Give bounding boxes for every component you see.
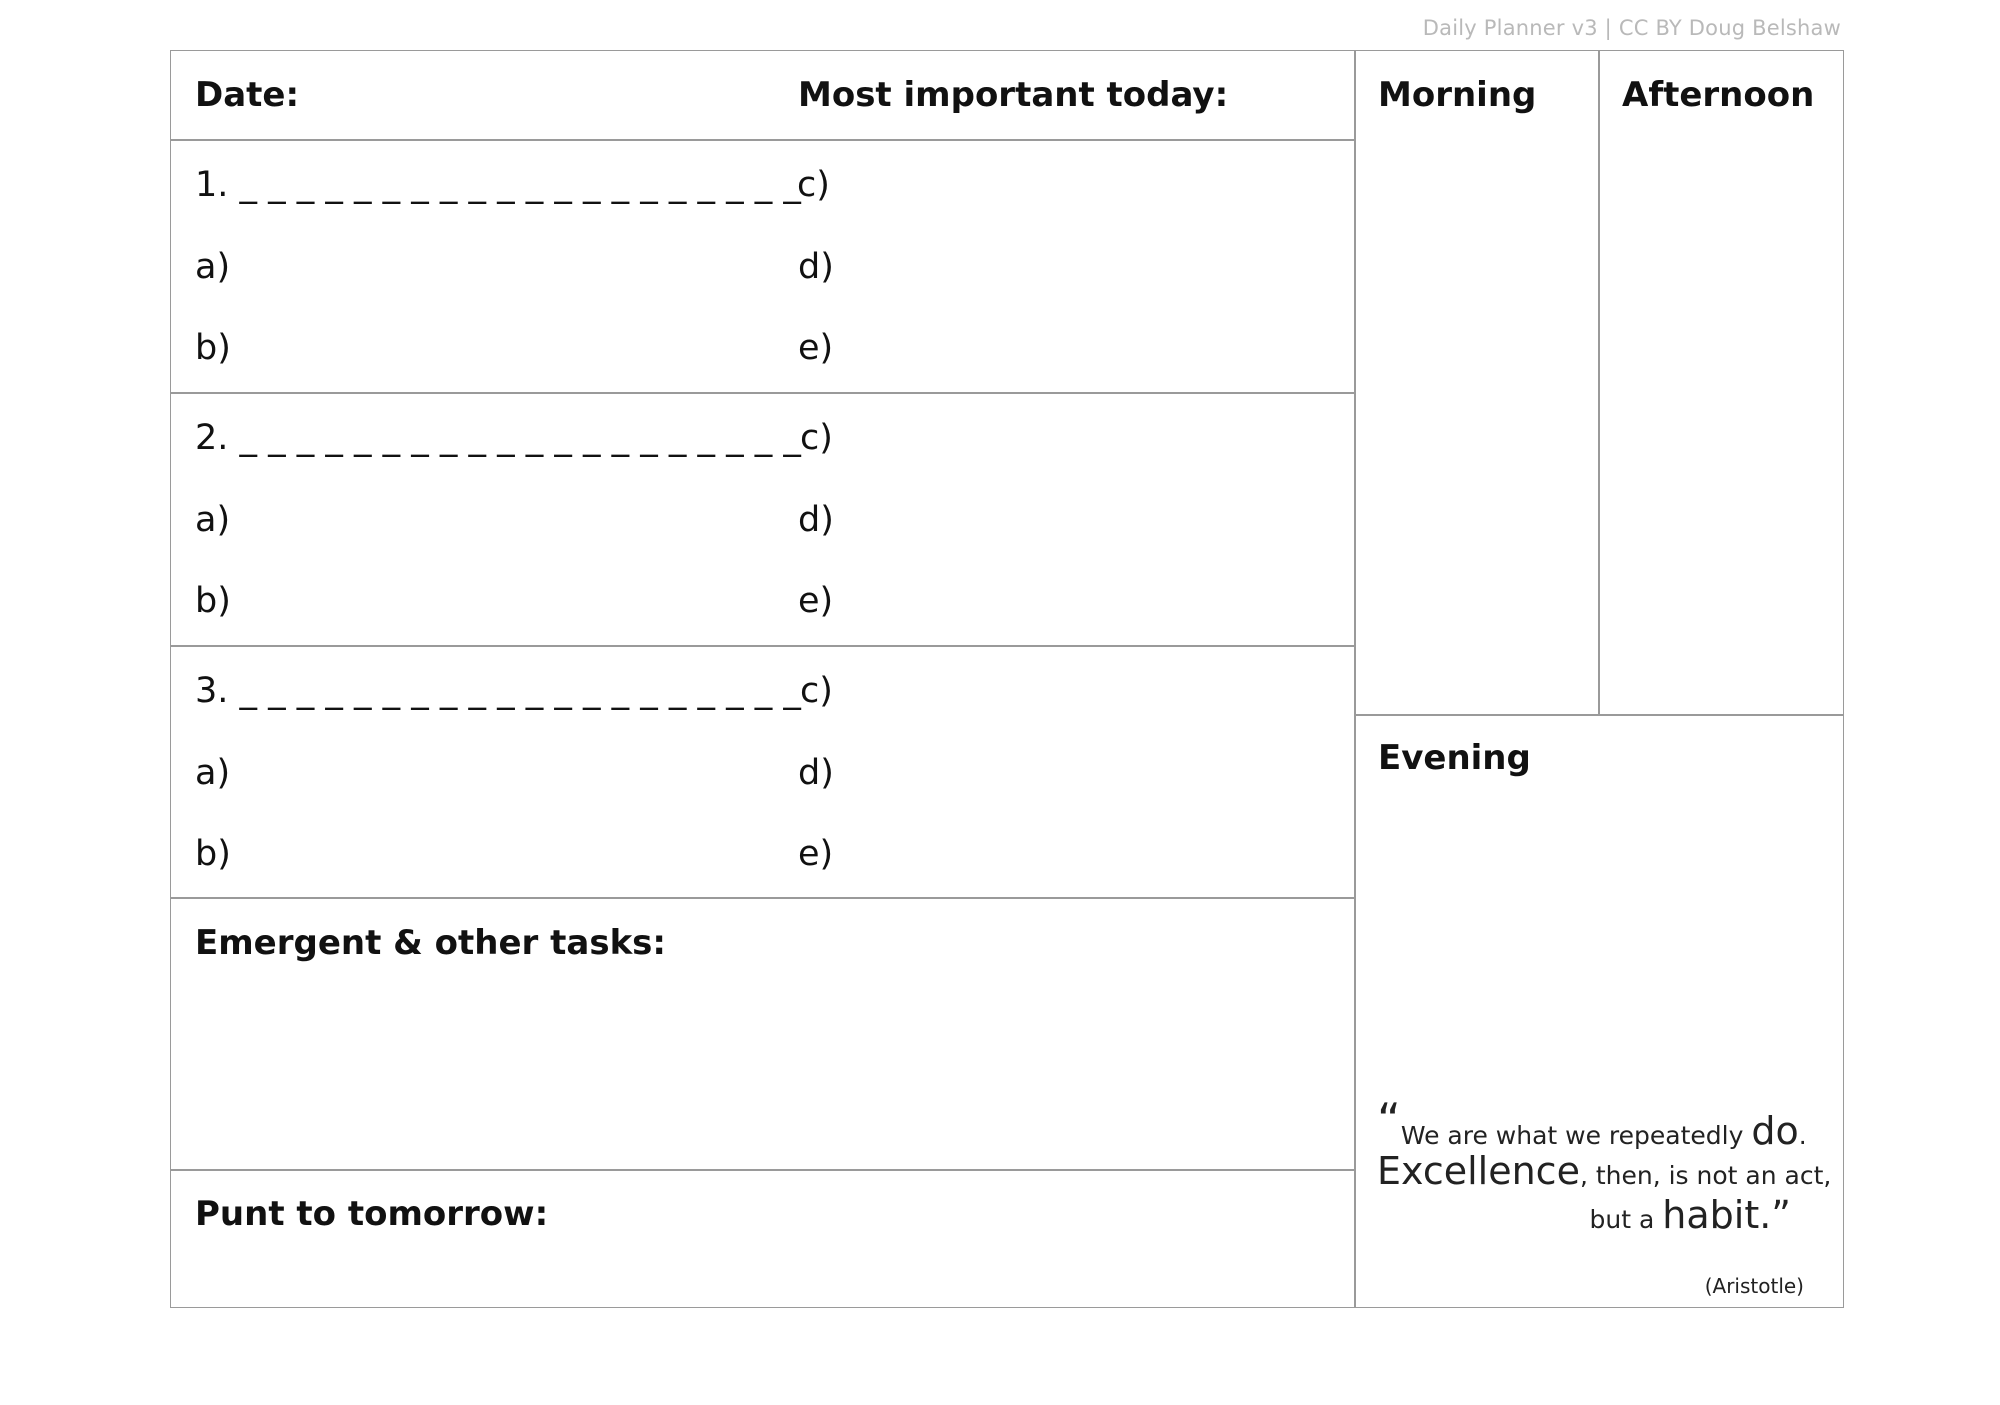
date-label: Date:: [195, 75, 300, 115]
afternoon-label: Afternoon: [1622, 75, 1815, 115]
priority-2-sub-b: b): [195, 581, 231, 621]
priority-3-sub-a: a): [195, 753, 231, 793]
punt-to-tomorrow-label: Punt to tomorrow:: [195, 1194, 549, 1234]
priority-1-sub-b: b): [195, 328, 231, 368]
quote-line-1: [1377, 1093, 1817, 1153]
quote-line-3: [1377, 1193, 1817, 1237]
quote-do: do: [1751, 1109, 1799, 1153]
divider-priority-2: [170, 645, 1355, 647]
priority-2-sub-c: c): [800, 418, 833, 458]
most-important-label: Most important today:: [798, 75, 1229, 115]
divider-header: [170, 139, 1355, 141]
evening-label: Evening: [1378, 738, 1531, 778]
priority-3-sub-d: d): [798, 753, 834, 793]
quote-excellence: Excellence: [1377, 1149, 1580, 1193]
planner-credit: Daily Planner v3 | CC BY Doug Belshaw: [1422, 16, 1841, 40]
divider-left-right: [1354, 50, 1356, 1308]
emergent-tasks-label: Emergent & other tasks:: [195, 923, 667, 963]
priority-3-sub-b: b): [195, 834, 231, 874]
quote-part-2: , then, is not an act,: [1579, 1161, 1832, 1190]
quote-open-mark: “: [1377, 1093, 1401, 1147]
divider-priority-3: [170, 897, 1355, 899]
priority-2-sub-e: e): [798, 581, 834, 621]
morning-label: Morning: [1378, 75, 1537, 115]
aristotle-quote: [1377, 1093, 1832, 1237]
priority-1-sub-c: c): [797, 165, 830, 205]
priority-1-sub-e: e): [798, 328, 834, 368]
priority-2-title: 2. _ _ _ _ _ _ _ _ _ _ _ _ _ _ _ _ _ _ _ _: [195, 418, 801, 458]
priority-3-sub-c: c): [800, 671, 833, 711]
divider-evening: [1354, 714, 1844, 716]
quote-line-2: [1377, 1149, 1832, 1193]
priority-2-sub-d: d): [798, 500, 834, 540]
priority-1-title: 1. _ _ _ _ _ _ _ _ _ _ _ _ _ _ _ _ _ _ _ _: [195, 165, 801, 205]
priority-1-sub-a: a): [195, 247, 231, 287]
priority-3-sub-e: e): [798, 834, 834, 874]
priority-2-sub-a: a): [195, 500, 231, 540]
quote-but-a: but a: [1589, 1205, 1663, 1234]
priority-3-title: 3. _ _ _ _ _ _ _ _ _ _ _ _ _ _ _ _ _ _ _ _: [195, 671, 801, 711]
quote-author: (Aristotle): [1704, 1274, 1804, 1298]
quote-period: .: [1798, 1121, 1807, 1150]
divider-emergent: [170, 1169, 1355, 1171]
quote-part-1: We are what we repeatedly: [1400, 1121, 1752, 1150]
priority-1-sub-d: d): [798, 247, 834, 287]
quote-habit: habit.”: [1662, 1193, 1791, 1237]
divider-priority-1: [170, 392, 1355, 394]
divider-morning-afternoon: [1598, 50, 1600, 715]
